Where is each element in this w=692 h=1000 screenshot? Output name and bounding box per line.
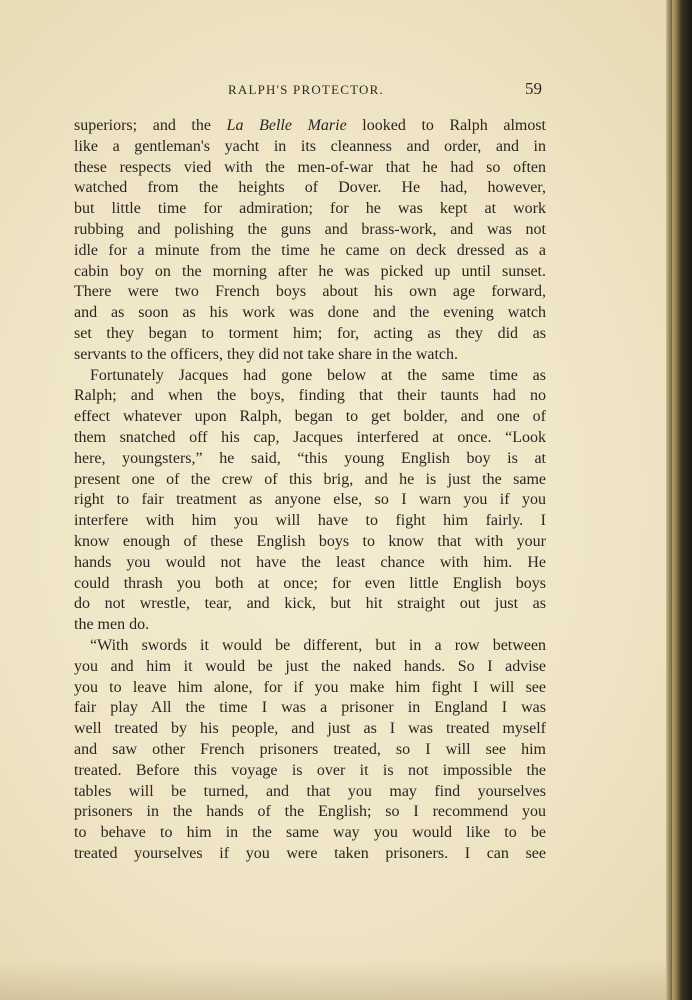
body-text xyxy=(74,116,546,865)
text-line: these respects vied with the men-of-war that he had so often xyxy=(74,158,546,176)
text-line: idle for a minute from the time he came on deck dressed as a xyxy=(74,241,546,259)
text-line: well treated by his people, and just as I was treated myself xyxy=(74,720,546,738)
text-line: here, youngsters,” he said, “this young English boy is at xyxy=(74,449,546,467)
text-line: right to fair treatment as anyone else, so I warn you if you xyxy=(74,491,546,509)
page-bottom-shadow xyxy=(0,960,692,1000)
text-line: rubbing and polishing the guns and brass-work, and was not xyxy=(74,220,546,238)
text-line: effect whatever upon Ralph, began to get bolder, and one of xyxy=(74,408,546,426)
text-line: cabin boy on the morning after he was picked up until sunset. xyxy=(74,262,546,280)
text-line: them snatched off his cap, Jacques interfered at once. “Look xyxy=(74,428,546,446)
text-line: Ralph; and when the boys, finding that their taunts had no xyxy=(74,387,546,405)
text-line: set they began to torment him; for, acting as they did as xyxy=(74,324,546,342)
gutter-shadow xyxy=(666,0,672,1000)
text-line: present one of the crew of this brig, and he is just the same xyxy=(74,470,546,488)
text-line: watched from the heights of Dover. He had, however, xyxy=(74,179,546,197)
text-line: Fortunately Jacques had gone below at the same time as xyxy=(90,366,546,384)
ship-name: La Belle Marie xyxy=(226,117,347,134)
page-number: 59 xyxy=(525,79,542,98)
text-line: you and him it would be just the naked hands. So I advise xyxy=(74,657,546,675)
text-line: to behave to him in the same way you would like to be xyxy=(74,824,546,842)
text-line: could thrash you both at once; for even little English boys xyxy=(74,574,546,592)
text-line: tables will be turned, and that you may find yourselves xyxy=(74,782,546,800)
text-line: fair play All the time I was a prisoner in England I was xyxy=(74,699,546,717)
text-line: treated. Before this voyage is over it is not impossible the xyxy=(74,761,546,779)
text-line: servants to the officers, they did not take share in the watch. xyxy=(74,345,459,363)
text-line: There were two French boys about his own age forward, xyxy=(74,283,546,301)
text-line: interfere with him you will have to fight him fairly. I xyxy=(74,512,546,530)
text-line: treated yourselves if you were taken prisoners. I can see xyxy=(74,844,546,862)
text-line: but little time for admiration; for he was kept at work xyxy=(74,200,546,218)
text-line: superiors; and the La Belle Marie looked to Ralph almost xyxy=(74,117,546,134)
text-line: like a gentleman's yacht in its cleanness and order, and in xyxy=(74,137,546,155)
text-line: “With swords it would be different, but in a row between xyxy=(90,636,546,654)
text-line: and as soon as his work was done and the evening watch xyxy=(74,304,546,322)
text-line: and saw other French prisoners treated, so I will see him xyxy=(74,740,546,758)
text-line: prisoners in the hands of the English; so I recommend you xyxy=(74,803,546,821)
text-line: know enough of these English boys to know that with your xyxy=(74,532,546,550)
text-line: you to leave him alone, for if you make him fight I will see xyxy=(74,678,546,696)
page-header xyxy=(0,80,692,102)
text-line: hands you would not have the least chance with him. He xyxy=(74,553,546,571)
text-line: the men do. xyxy=(74,616,150,634)
text-line: do not wrestle, tear, and kick, but hit straight out just as xyxy=(74,595,546,613)
running-title: RALPH'S PROTECTOR. xyxy=(228,82,384,97)
